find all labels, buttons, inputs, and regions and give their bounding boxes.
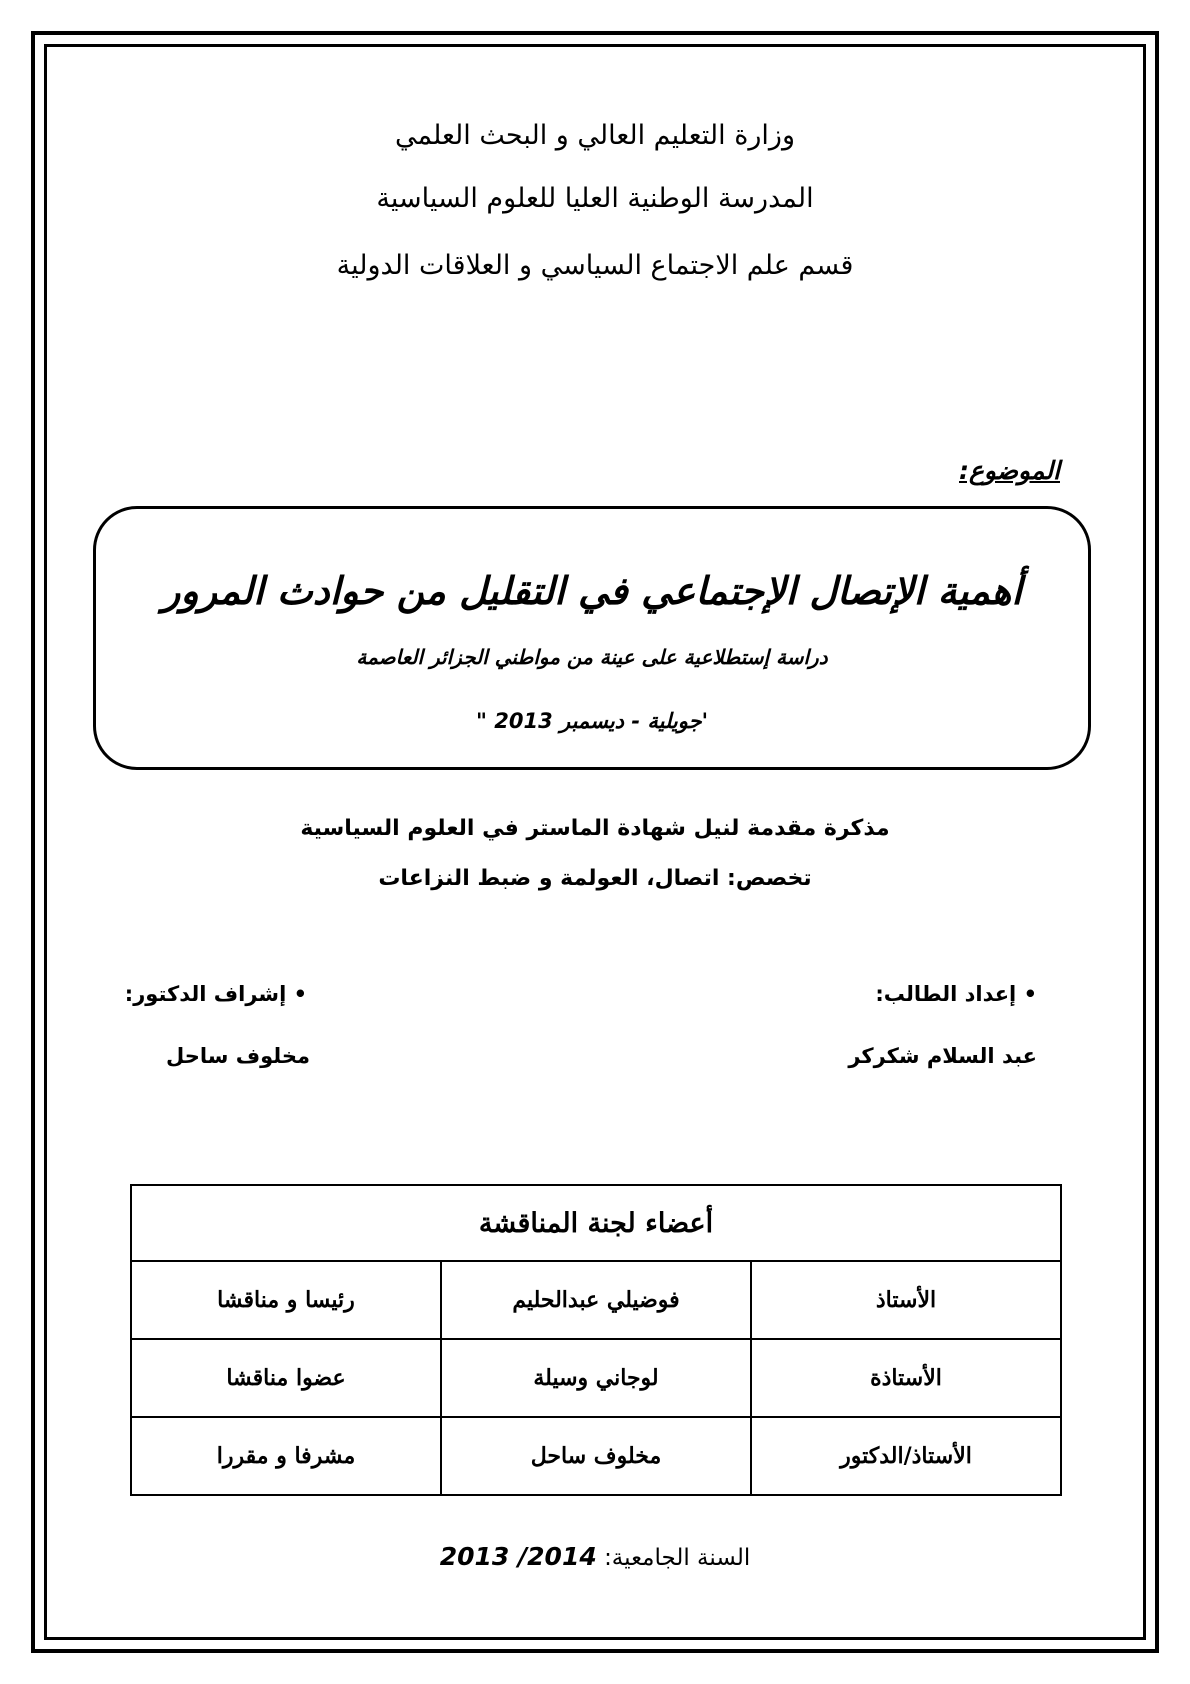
member-name: فوضيلي عبدالحليم (441, 1261, 751, 1339)
member-name: مخلوف ساحل (441, 1417, 751, 1495)
committee-table (130, 1184, 1062, 1496)
supervisor-label: • إشراف الدكتور: (124, 982, 307, 1006)
supervisor-name: مخلوف ساحل (166, 1044, 310, 1068)
academic-year-label: السنة الجامعية: (604, 1545, 751, 1571)
thesis-subtitle: دراسة إستطلاعية على عينة من مواطني الجزائر العاصمة (356, 645, 828, 669)
member-title: الأستاذ (751, 1261, 1061, 1339)
school-heading: المدرسة الوطنية العليا للعلوم السياسية (376, 183, 814, 214)
table-row (131, 1339, 1061, 1417)
table-row (131, 1417, 1061, 1495)
academic-year-value: 2013 /2014 (439, 1542, 597, 1571)
committee-header-row (131, 1185, 1061, 1261)
study-period: 'جويلية - ديسمبر 2013 " (475, 709, 708, 733)
committee-title: أعضاء لجنة المناقشة (131, 1185, 1061, 1261)
member-role: مشرفا و مقررا (131, 1417, 441, 1495)
memo-specialty: تخصص: اتصال، العولمة و ضبط النزاعات (378, 866, 812, 891)
table-row (131, 1261, 1061, 1339)
topic-label: الموضوع: (959, 456, 1060, 485)
memo-purpose: مذكرة مقدمة لنيل شهادة الماستر في العلوم السياسية (300, 816, 890, 841)
member-title: الأستاذ/الدكتور (751, 1417, 1061, 1495)
member-title: الأستاذة (751, 1339, 1061, 1417)
academic-year (0, 1542, 1190, 1571)
ministry-heading: وزارة التعليم العالي و البحث العلمي (394, 120, 795, 151)
thesis-title: أهمية الإتصال الإجتماعي في التقليل من حوادث المرور (162, 569, 1022, 613)
student-label: • إعداد الطالب: (875, 982, 1037, 1006)
department-heading: قسم علم الاجتماع السياسي و العلاقات الدولية (336, 250, 854, 281)
member-role: عضوا مناقشا (131, 1339, 441, 1417)
member-role: رئيسا و مناقشا (131, 1261, 441, 1339)
student-name: عبد السلام شكركر (848, 1044, 1037, 1068)
member-name: لوجاني وسيلة (441, 1339, 751, 1417)
title-box (93, 506, 1091, 770)
